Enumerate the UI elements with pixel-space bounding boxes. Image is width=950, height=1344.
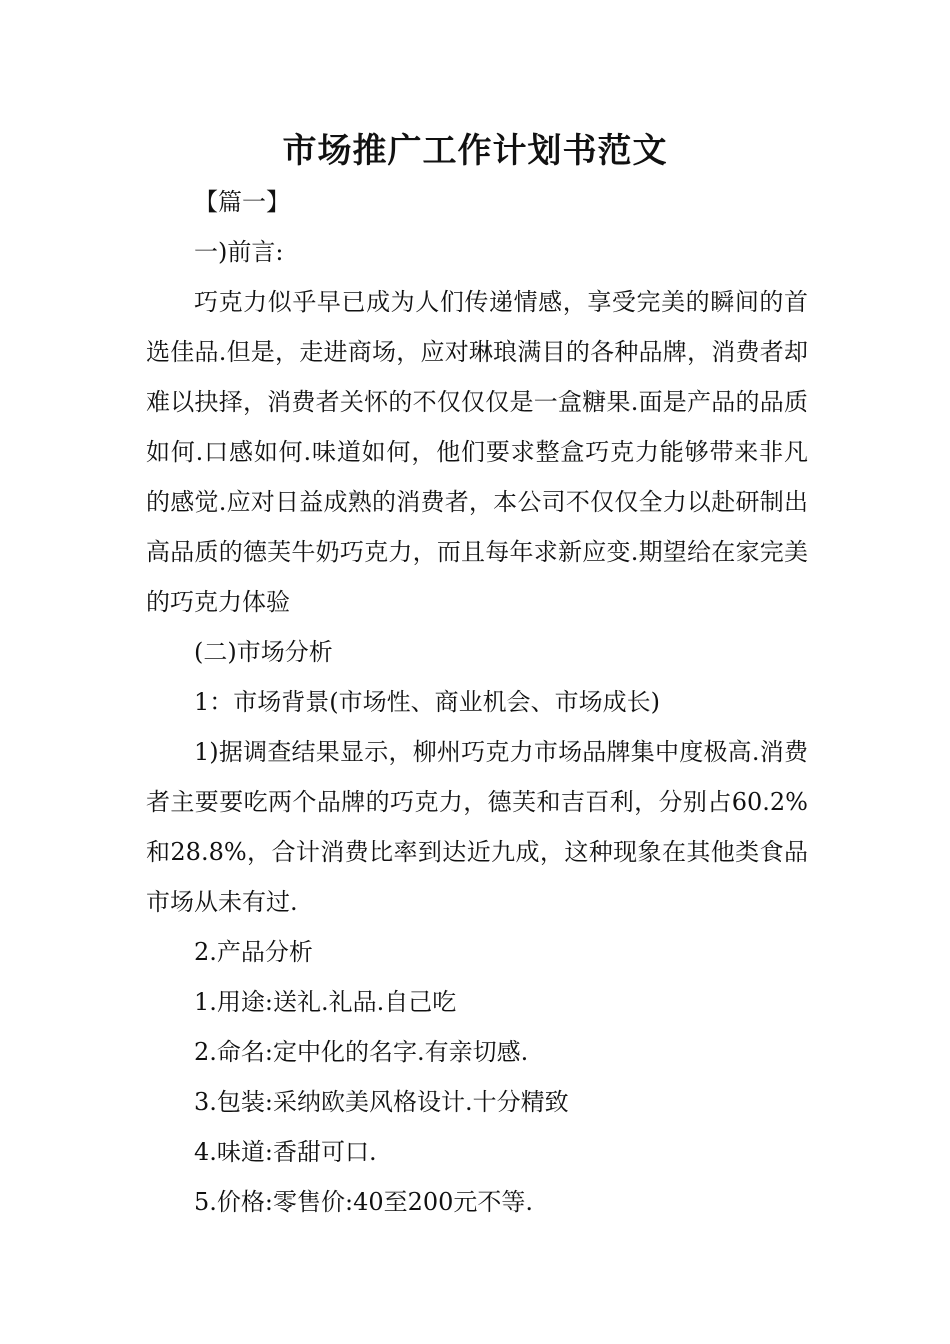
section-heading: 【篇一】 — [194, 188, 290, 216]
subsection-heading: (二)市场分析 — [194, 638, 333, 666]
subsection-heading: 2.产品分析 — [194, 938, 313, 966]
list-item: 2.命名:定中化的名字.有亲切感. — [194, 1038, 529, 1066]
list-item: 1.用途:送礼.礼品.自己吃 — [194, 988, 457, 1016]
body-paragraph: 巧克力似乎早已成为人们传递情感，享受完美的瞬间的首选佳品.但是，走进商场，应对琳琅满目的各种品牌，消费者却难以抉择，消费者关怀的不仅仅仅是一盒糖果.面是产品的品质如何.口感如何.味道如何，他们要求整盒巧克力能够带来非凡的感觉.应对日益成熟的消费者，本公司不仅仅全力以赴研制出高品质的德芙牛奶巧克力，而且每年求新应变.期望给在家完美的巧克力体验 — [146, 288, 808, 616]
list-item: 1：市场背景(市场性、商业机会、市场成长) — [194, 688, 660, 716]
body-paragraph: 1)据调查结果显示，柳州巧克力市场品牌集中度极高.消费者主要要吃两个品牌的巧克力，德芙和吉百利，分别占60.2%和28.8%，合计消费比率到达近九成，这种现象在其他类食品市场从未有过. — [146, 738, 808, 916]
document-title: 市场推广工作计划书范文 — [282, 131, 668, 171]
list-item: 4.味道:香甜可口. — [194, 1138, 377, 1166]
document-body — [146, 177, 808, 1227]
list-item: 5.价格:零售价:40至200元不等. — [194, 1188, 534, 1216]
list-item: 3.包装:采纳欧美风格设计.十分精致 — [194, 1088, 569, 1116]
subsection-heading: 一)前言: — [194, 238, 284, 266]
